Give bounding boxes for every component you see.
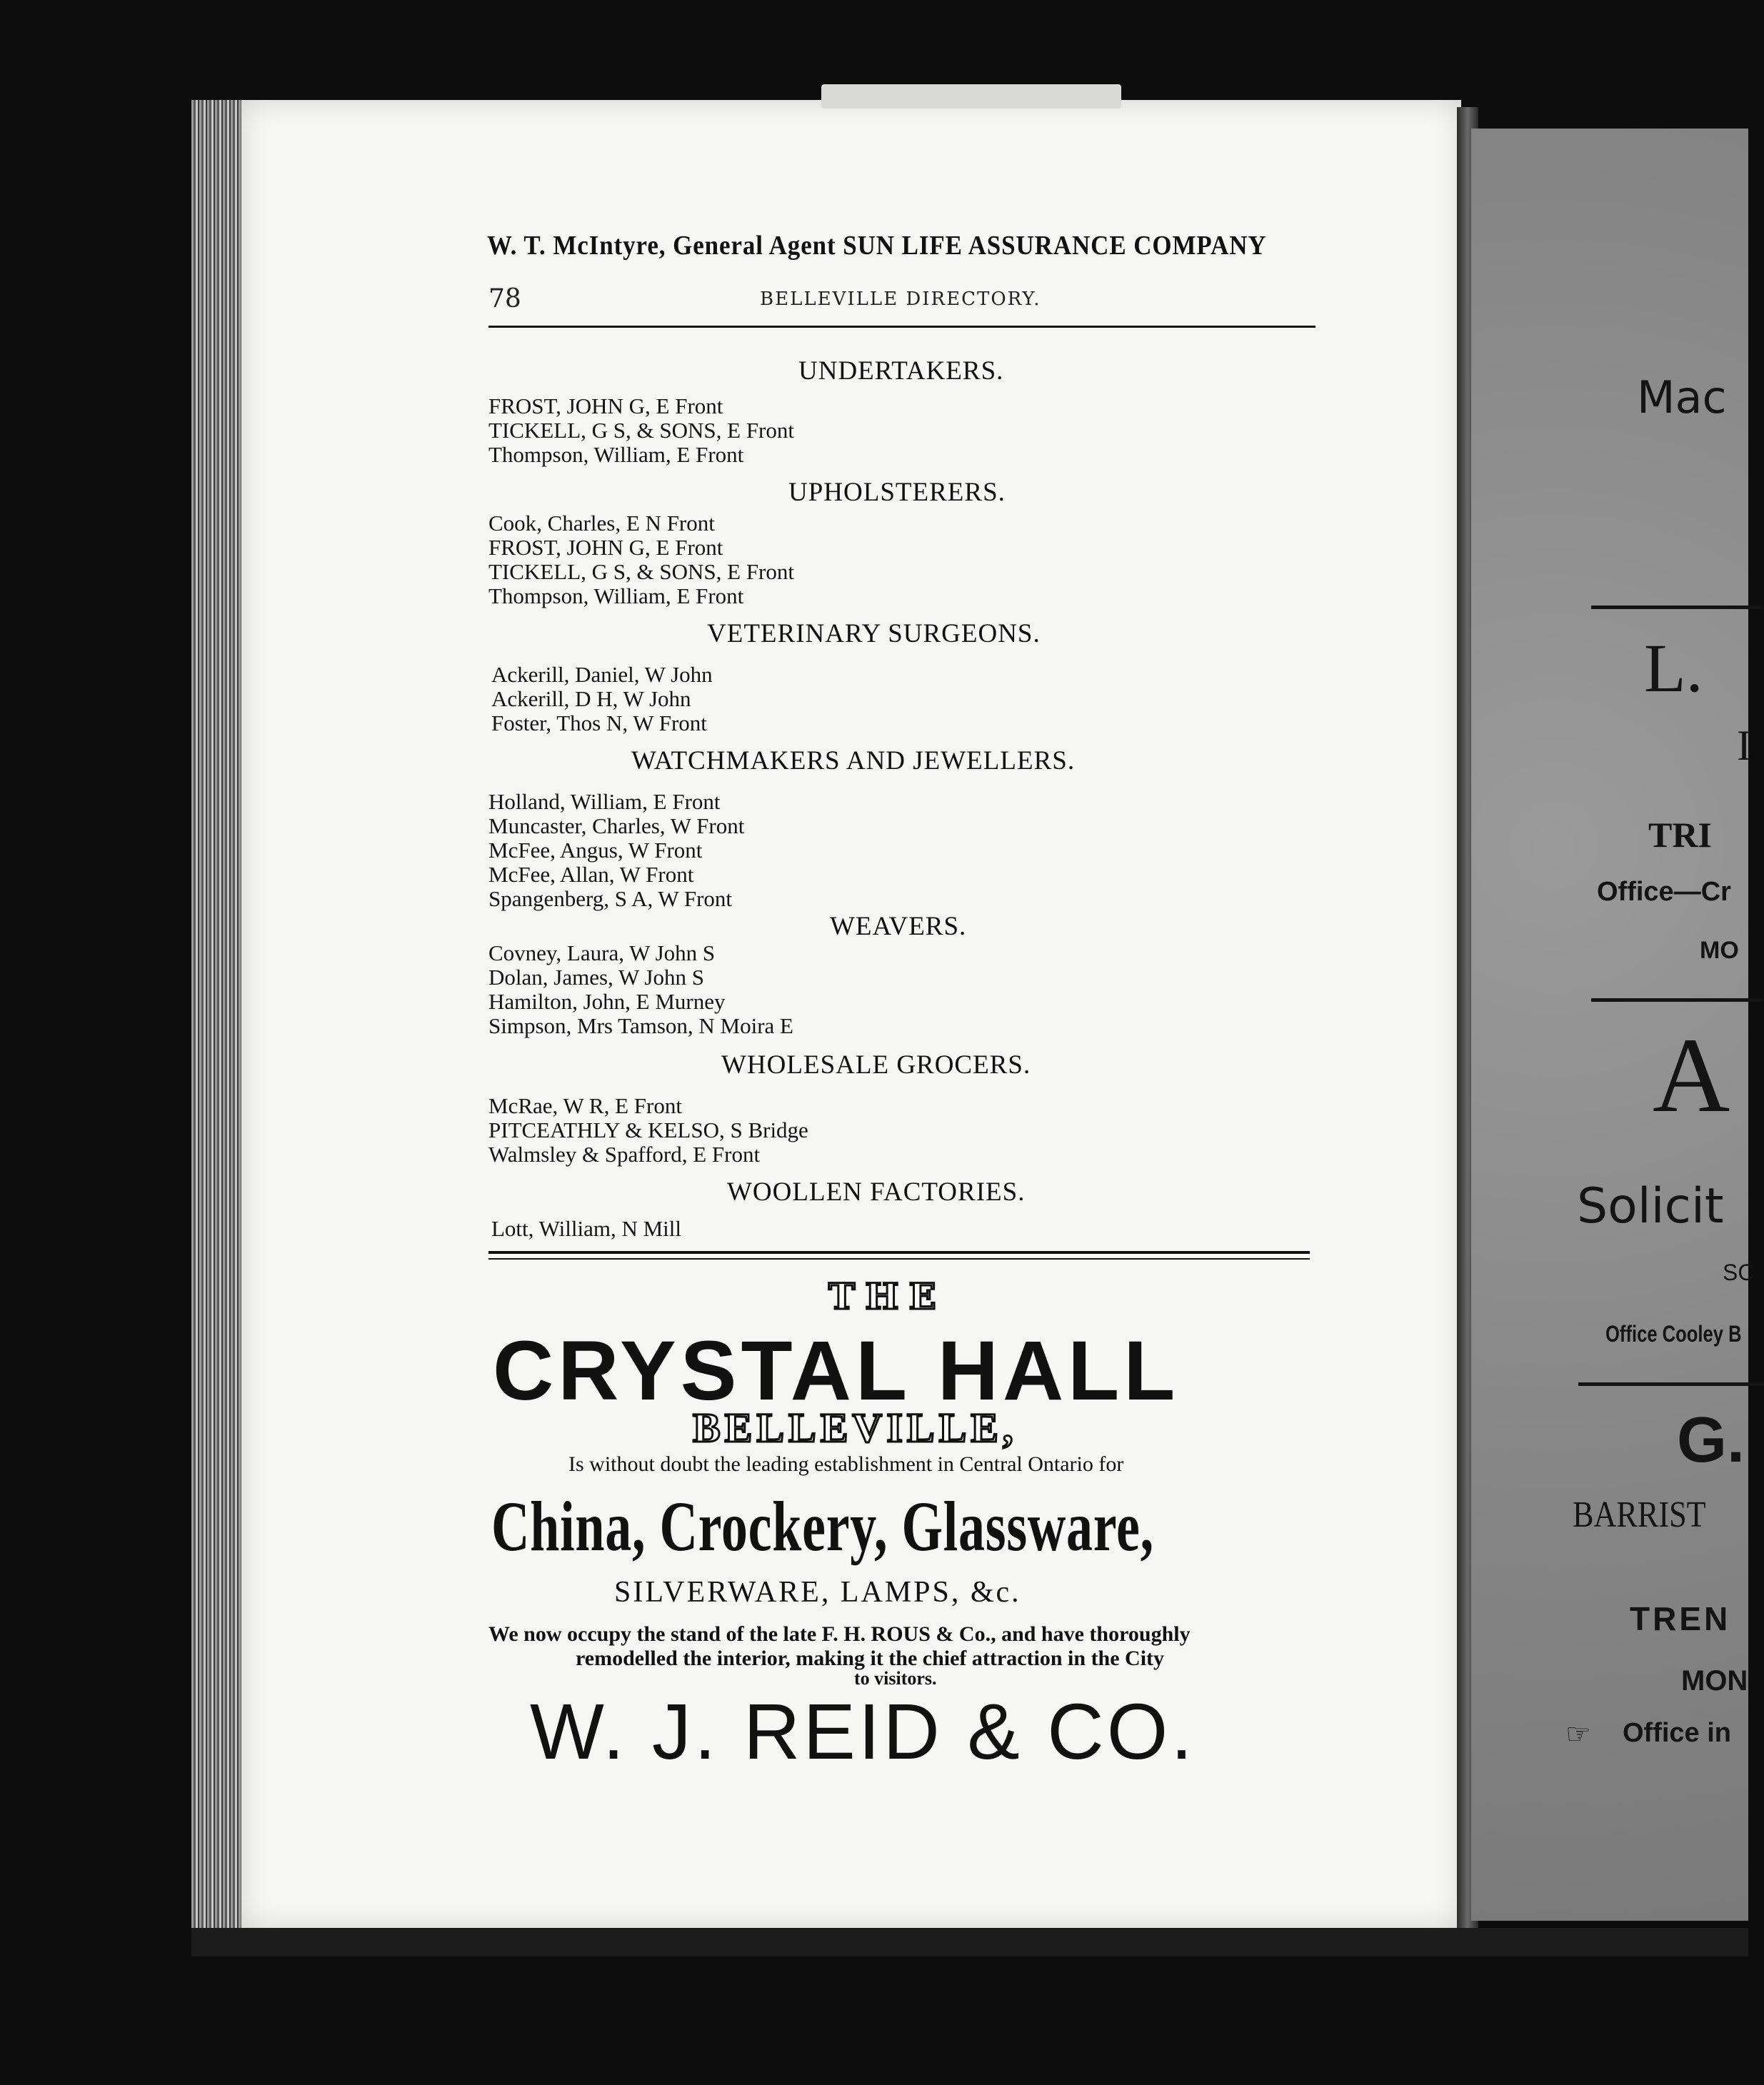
directory-entry: TICKELL, G S, & SONS, E Front [488,418,794,443]
directory-entry: FROST, JOHN G, E Front [488,393,723,418]
right-page-fragment: Solicit [1577,1178,1724,1235]
right-page-fragment: A [1653,1016,1730,1135]
directory-entry: Lott, William, N Mill [491,1216,681,1241]
advertisement-rule [488,1251,1310,1254]
right-page-rule [1591,998,1763,1002]
ad-tagline: Is without doubt the leading establishment in Central Ontario for [568,1452,1124,1476]
category-heading: WATCHMAKERS AND JEWELLERS. [631,746,1076,775]
ad-sub-products: SILVERWARE, LAMPS, &c. [614,1576,1021,1609]
right-page [1471,129,1755,1921]
right-page-fragment: BARRIST [1573,1494,1706,1535]
ad-firm-name: W. J. REID & CO. [530,1688,1196,1776]
directory-entry: Hamilton, John, E Murney [488,989,726,1014]
directory-title: BELLEVILLE DIRECTORY. [760,288,1041,310]
book-page-edges [191,100,249,1935]
right-page-fragment: G. [1677,1405,1745,1476]
directory-entry: McFee, Angus, W Front [488,838,703,863]
right-page-rule [1578,1382,1764,1386]
running-head: W. T. McIntyre, General Agent SUN LIFE ASSURANCE COMPANY [487,231,1267,261]
right-page-fragment: Office Cooley B [1605,1321,1742,1347]
directory-entry: FROST, JOHN G, E Front [488,535,723,560]
ad-the: THE [828,1275,946,1317]
directory-entry: Cook, Charles, E N Front [488,511,715,536]
right-page-fragment: SC [1723,1260,1755,1285]
directory-entry: Muncaster, Charles, W Front [488,813,745,838]
category-heading: VETERINARY SURGEONS. [707,619,1041,648]
ad-body-line: to visitors. [854,1668,937,1689]
directory-entry: Spangenberg, S A, W Front [488,886,733,911]
directory-entry: Ackerill, D H, W John [491,686,691,711]
directory-entry: Foster, Thos N, W Front [491,710,707,735]
ad-products: China, Crockery, Glassware, [491,1487,1154,1566]
category-heading: UNDERTAKERS. [798,356,1004,386]
advertisement-rule [488,1258,1310,1260]
directory-entry: McRae, W R, E Front [488,1093,682,1118]
right-page-fragment: TREN [1630,1600,1731,1637]
directory-entry: TICKELL, G S, & SONS, E Front [488,559,794,584]
category-heading: WEAVERS. [830,912,967,941]
ad-city: BELLEVILLE, [693,1405,1018,1451]
directory-entry: PITCEATHLY & KELSO, S Bridge [488,1117,808,1142]
right-page-rule [1591,606,1763,609]
right-page-fragment: MON [1681,1665,1748,1697]
directory-entry: Ackerill, Daniel, W John [491,662,713,687]
directory-entry: McFee, Allan, W Front [488,862,694,887]
right-page-fragment: MO [1700,937,1739,964]
directory-entry: Walmsley & Spafford, E Front [488,1142,761,1167]
directory-entry: Holland, William, E Front [488,789,721,814]
directory-entry: Dolan, James, W John S [488,965,704,990]
ad-body-line: We now occupy the stand of the late F. H. ROUS & Co., and have thoroughly [488,1622,1191,1646]
right-page-fragment: Office in [1623,1718,1732,1748]
pointing-hand-icon: ☞ [1565,1718,1591,1751]
directory-entry: Thompson, William, E Front [488,442,744,467]
ad-business-name: CRYSTAL HALL [493,1324,1180,1418]
right-page-fragment: L. [1644,630,1703,706]
category-heading: WOOLLEN FACTORIES. [727,1177,1026,1207]
page-number: 78 [488,284,521,313]
right-page-fragment: I [1737,722,1751,769]
category-heading: UPHOLSTERERS. [788,478,1006,507]
right-page-fragment: TRI [1648,815,1712,855]
binding-tape [821,84,1121,109]
ad-body-line: remodelled the interior, making it the chief attraction in the City [576,1647,1165,1670]
directory-entry: Covney, Laura, W John S [488,940,716,965]
header-rule [488,326,1316,328]
category-heading: WHOLESALE GROCERS. [721,1050,1031,1080]
book-bottom-edge [191,1928,1748,1956]
directory-entry: Thompson, William, E Front [488,583,744,608]
right-page-fragment: Office—Cr [1597,877,1731,907]
directory-entry: Simpson, Mrs Tamson, N Moira E [488,1013,793,1038]
right-page-fragment: Mac [1637,371,1727,423]
